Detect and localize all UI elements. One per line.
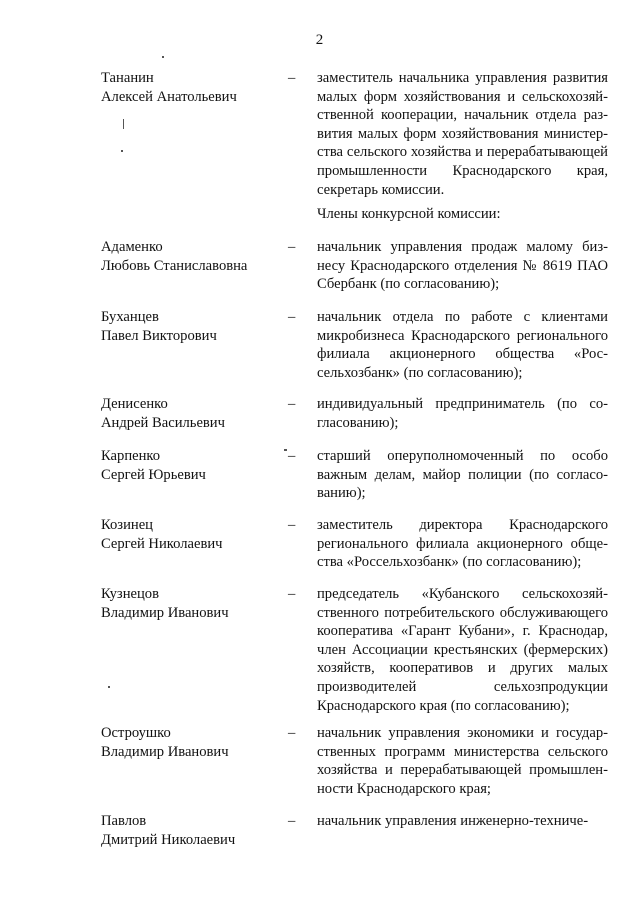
member-surname: Остроушко <box>101 725 171 741</box>
member-name <box>101 724 229 761</box>
separator-dash: – <box>288 725 296 741</box>
separator-dash: – <box>288 70 296 86</box>
member-role: начальник управления продаж малому бизнесу Краснодарского отделения № 8619 ПАО Сбербанк (по согласованию); <box>317 239 608 293</box>
member-surname: Буханцев <box>101 309 159 325</box>
member-surname: Адаменко <box>101 239 163 255</box>
scan-speck <box>284 449 287 451</box>
scan-speck <box>162 56 164 58</box>
member-name <box>101 585 229 622</box>
member-surname: Павлов <box>101 813 147 829</box>
separator-dash: – <box>288 813 296 829</box>
member-name <box>101 308 217 345</box>
member-given-names: Сергей Юрьевич <box>101 466 206 483</box>
scan-speck <box>108 686 110 688</box>
member-role: старший оперуполномоченный по особо важным делам, майор полиции (по согласованию); <box>317 448 608 502</box>
member-given-names: Андрей Васильевич <box>101 414 225 431</box>
member-given-names: Сергей Николаевич <box>101 535 223 552</box>
member-given-names: Алексей Анатольевич <box>101 88 237 105</box>
scan-speck <box>123 119 124 129</box>
member-surname: Денисенко <box>101 396 168 412</box>
member-role: председатель «Кубанского сельскохозяйственного потребительского обслуживающего кооператива «Гарант Кубани», г. Краснодар, член Ассоциации крестьянских (фермерских) хозяйств, кооперативов и других малых производителей сельхозпродукции Краснодарского края (по согласованию); <box>317 586 608 714</box>
member-given-names: Павел Викторович <box>101 327 217 344</box>
member-role: начальник управления инженерно-техниче- <box>317 813 589 829</box>
member-role: заместитель директора Краснодарского регионального филиала акционерного общества «Россельхозбанк» (по согласованию); <box>317 517 608 571</box>
separator-dash: – <box>288 517 296 533</box>
member-given-names: Дмитрий Николаевич <box>101 831 236 848</box>
section-heading: Члены конкурсной комиссии: <box>317 206 501 222</box>
separator-dash: – <box>288 586 296 602</box>
separator-dash: – <box>288 309 296 325</box>
member-role: индивидуальный предприниматель (по согласованию); <box>317 396 608 431</box>
member-surname: Кузнецов <box>101 586 159 602</box>
member-name <box>101 516 223 553</box>
scan-speck <box>121 150 123 152</box>
member-name <box>101 238 247 275</box>
member-given-names: Владимир Иванович <box>101 604 229 621</box>
member-given-names: Владимир Иванович <box>101 743 229 760</box>
member-name <box>101 812 235 849</box>
member-surname: Тананин <box>101 70 154 86</box>
member-role: начальник отдела по работе с клиентами микробизнеса Краснодарского регионального филиала акционерного общества «Россельхозбанк» (по согласованию); <box>317 309 608 381</box>
member-role: начальник управления экономики и государственных программ министерства сельского хозяйства и перерабатывающей промышленности Краснодарского края; <box>317 725 608 797</box>
member-surname: Козинец <box>101 517 153 533</box>
member-name <box>101 447 206 484</box>
separator-dash: – <box>288 396 296 412</box>
separator-dash: – <box>288 239 296 255</box>
member-given-names: Любовь Станиславовна <box>101 257 248 274</box>
member-name <box>101 395 225 432</box>
page-number: 2 <box>315 32 324 48</box>
member-role: заместитель начальника управления развития малых форм хозяйствования и сельскохозяйственной кооперации, начальник отдела развития малых форм хозяйствования министерства сельского хозяйства и перерабатывающей промышленности Краснодарского края, секретарь комиссии. <box>317 70 608 198</box>
separator-dash: – <box>288 448 296 464</box>
member-surname: Карпенко <box>101 448 161 464</box>
member-name <box>101 69 237 106</box>
